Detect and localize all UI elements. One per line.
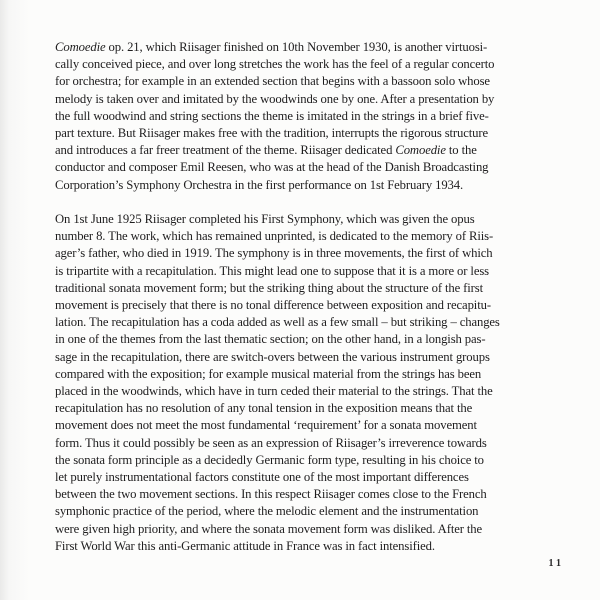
text-line: On 1st June 1925 Riisager completed his First Symphony, which was given the opus (55, 212, 475, 227)
text-line: number 8. The work, which has remained unprinted, is dedicated to the memory of Riis- (55, 229, 494, 244)
text-line: melody is taken over and imitated by the woodwinds one by one. After a presentation by (55, 91, 495, 106)
text-line: were given high priority, and where the sonata movement form was disliked. After the (55, 521, 483, 536)
text-segment: op. 21, which Riisager finished on 10th November 1930, is another virtuosi- (105, 40, 488, 54)
text-line: traditional sonata movement form; but the striking thing about the structure of the first (55, 280, 483, 295)
text-line: the full woodwind and string sections the theme is imitated in the strings in a brief five- (55, 108, 489, 123)
text-line: First World War this anti-Germanic attitude in France was in fact intensified. (55, 538, 435, 553)
text-line: part texture. But Riisager makes free with the tradition, interrupts the rigorous structure (55, 126, 489, 141)
text-line: symphonic practice of the period, where the melodic element and the instrumentation (55, 504, 479, 519)
work-title-italic: Comoedie (395, 143, 446, 158)
page-number: 11 (548, 558, 564, 569)
text-line: placed in the woodwinds, which have in turn ceded their material to the strings. That the (55, 384, 493, 399)
text-line: movement does not meet the most fundamental ‘requirement’ for a sonata movement (55, 418, 477, 433)
page-gutter-shadow (0, 0, 34, 600)
paragraph-comoedie (55, 39, 565, 194)
text-line: let purely instrumentational factors constitute one of the most important differences (55, 470, 469, 485)
text-segment: and introduces a far freer treatment of the theme. Riisager dedicated (55, 143, 396, 158)
text-line: the sonata form principle as a decidedly Germanic form type, resulting in his choice to (55, 452, 484, 467)
text-line: recapitulation has no resolution of any tonal tension in the exposition means that the (55, 401, 473, 416)
text-line (55, 142, 565, 159)
text-line: conductor and composer Emil Reesen, who was at the head of the Danish Broadcasting (55, 160, 489, 175)
text-line: form. Thus it could possibly be seen as an expression of Riisager’s irreverence towards (55, 435, 487, 450)
text-line: movement is precisely that there is no tonal difference between exposition and recapitu- (55, 298, 491, 313)
text-line: Corporation’s Symphony Orchestra in the first performance on 1st February 1934. (55, 177, 464, 192)
work-title-italic: Comoedie (55, 40, 106, 54)
text-line: compared with the exposition; for example musical material from the strings has been (55, 366, 482, 381)
text-line: for orchestra; for example in an extended section that begins with a bassoon solo whose (55, 74, 490, 89)
paragraph-first-symphony (55, 211, 565, 555)
text-line: in one of the themes from the last thematic section; on the other hand, in a longish pas- (55, 332, 486, 347)
text-segment: to the (445, 143, 477, 158)
page-text (55, 39, 565, 555)
text-line: cally conceived piece, and over long stretches the work has the feel of a regular concerto (55, 57, 495, 72)
text-line: sage in the recapitulation, there are switch-overs between the various instrument groups (55, 349, 490, 364)
text-line: lation. The recapitulation has a coda added as well as a few small – but striking – changes (55, 315, 500, 330)
text-line: ager’s father, who died in 1919. The symphony is in three movements, the first of which (55, 246, 493, 261)
text-line (55, 39, 565, 56)
text-line: between the two movement sections. In this respect Riisager comes close to the French (55, 487, 487, 502)
text-line: is tripartite with a recapitulation. This might lead one to suppose that it is a more or less (55, 263, 489, 278)
